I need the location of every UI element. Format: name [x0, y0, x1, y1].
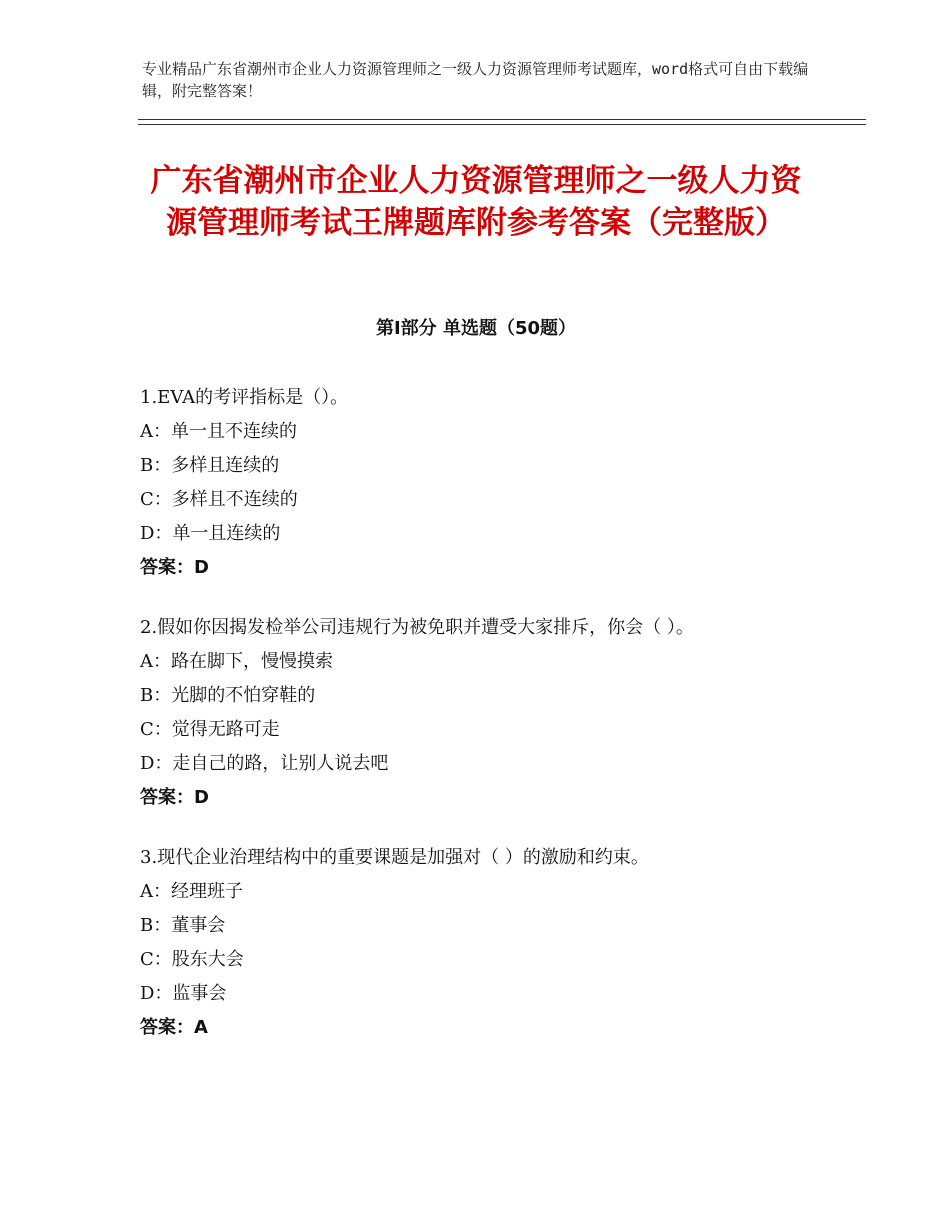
option-a: A：单一且不连续的 — [140, 421, 297, 442]
question-stem: 1.EVA的考评指标是（）。 — [140, 387, 349, 408]
question-stem: 2.假如你因揭发检举公司违规行为被免职并遭受大家排斥，你会（ ）。 — [140, 617, 694, 638]
option-c: C：股东大会 — [140, 949, 244, 970]
document-title: 广东省潮州市企业人力资源管理师之一级人力资源管理师考试王牌题库附参考答案（完整版） — [150, 163, 802, 241]
question-1 — [140, 381, 820, 585]
option-a: A：经理班子 — [140, 881, 243, 902]
page-header: 专业精品广东省潮州市企业人力资源管理师之一级人力资源管理师考试题库，word格式可自由下载编辑，附完整答案！ — [142, 60, 809, 100]
question-3 — [140, 841, 820, 1045]
option-c: C：多样且不连续的 — [140, 489, 298, 510]
option-d: D：走自己的路，让别人说去吧 — [140, 753, 389, 774]
option-d: D：单一且连续的 — [140, 523, 281, 544]
option-b: B：多样且连续的 — [140, 455, 280, 476]
answer-line: 答案：A — [140, 1017, 208, 1038]
question-2 — [140, 611, 820, 815]
header-divider — [138, 119, 866, 125]
option-b: B：董事会 — [140, 915, 226, 936]
option-b: B：光脚的不怕穿鞋的 — [140, 685, 316, 706]
option-a: A：路在脚下，慢慢摸索 — [140, 651, 333, 672]
section-title: 第Ⅰ部分 单选题（50题） — [375, 318, 576, 339]
answer-line: 答案：D — [140, 787, 209, 808]
question-stem: 3.现代企业治理结构中的重要课题是加强对（ ）的激励和约束。 — [140, 847, 649, 868]
answer-line: 答案：D — [140, 557, 209, 578]
option-c: C：觉得无路可走 — [140, 719, 280, 740]
option-d: D：监事会 — [140, 983, 227, 1004]
question-list — [140, 381, 820, 1071]
